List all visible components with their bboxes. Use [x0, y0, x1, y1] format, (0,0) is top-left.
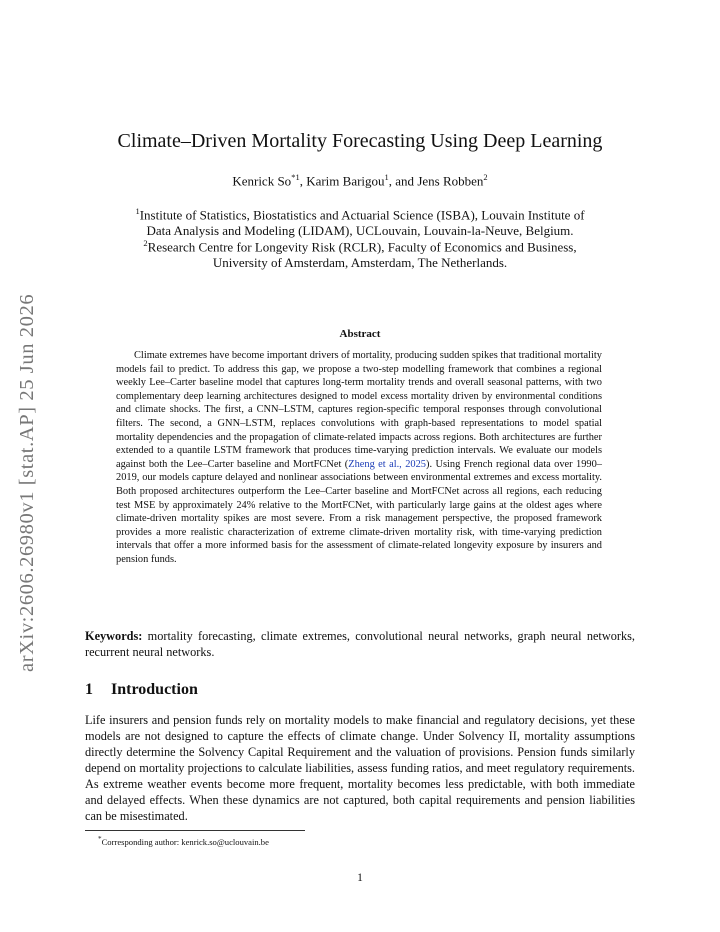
abstract-text-part: Climate extremes have become important drivers of mortality, producing sudden spikes that traditional mortality models fail to predict. To address this gap, we propose a two-step modelling framework that combines a regional weekly Lee–Carter baseline model that captures long-term mortality trends and overall seasonal patterns, with two complementary deep learning architectures designed to model excess mortality driven by environmental conditions and climate shocks. The first, a CNN–LSTM, captures region-specific temporal responses through convolutional filters. The second, a GNN–LSTM, replaces convolutions with graph-based representations to model spatial mortality dependencies and the propagation of climate-related impacts across regions. Both architectures are further extended to a quantile LSTM framework that produces time-varying prediction intervals. We evaluate our models against both the Lee–Carter baseline and MortFCNet ( [116, 350, 602, 470]
affiliation-2 [85, 235, 635, 271]
affiliation-line: Data Analysis and Modeling (LIDAM), UCLouvain, Louvain-la-Neuve, Belgium. [146, 223, 574, 239]
author-name: Kenrick So [232, 173, 292, 189]
arxiv-side-stamp[interactable]: arXiv:2606.26980v1 [stat.AP] 25 Jun 2026 [16, 293, 38, 672]
author-separator: , [299, 173, 307, 189]
abstract-text-part: ). Using French regional data over 1990–2019, our models capture delayed and nonlinear associations between environmental extremes and excess mortality. Both proposed architectures outperform the Lee–Carter baseline and MortFCNet across all regions, each reducing test MSE by approximately 24% relative to the MortFCNet, with particularly large gains at the oldest ages where climate-driven mortality spikes are most severe. From a risk management perspective, the proposed framework provides a more realistic characterization of extreme climate-driven mortality risk, with time-varying prediction intervals that offer a more informed basis for the assessment of climate-related longevity exposure by insurers and pension funds. [116, 458, 602, 565]
paper-title: Climate–Driven Mortality Forecasting Using Deep Learning [117, 130, 603, 152]
author-separator: , and [388, 173, 418, 189]
footnote-rule [85, 830, 305, 831]
keywords-text: mortality forecasting, climate extremes, convolutional neural networks, graph neural networks, recurrent neural networks. [85, 629, 635, 659]
section-title: Introduction [111, 681, 198, 698]
keywords-label: Keywords: [85, 629, 143, 643]
affiliation-1 [85, 203, 635, 239]
author-affil-mark: 2 [483, 172, 488, 182]
affiliation-line: Institute of Statistics, Biostatistics and Actuarial Science (ISBA), Louvain Institute of [139, 207, 585, 223]
affiliation-line: University of Amsterdam, Amsterdam, The Netherlands. [212, 255, 508, 271]
section-number: 1 [85, 681, 93, 698]
section-heading [85, 681, 635, 699]
author-name: Karim Barigou [306, 173, 385, 189]
author-list [85, 172, 635, 189]
keywords [85, 628, 635, 660]
page-number: 1 [357, 872, 363, 884]
footnote-mark: * [98, 835, 102, 843]
author-affil-mark: 1 [384, 172, 389, 182]
intro-paragraph: Life insurers and pension funds rely on mortality models to make financial and regulatory decisions, yet these models are not designed to capture the effects of climate change. Under Solvency II, mortality assumptions directly determine the Solvency Capital Requirement and the valuation of provisions. Pension funds similarly depend on mortality projections to calculate liabilities, assess funding ratios, and meet regulatory requirements. As extreme weather events become more frequent, mortality becomes less predictable, with both immediate and delayed effects. When these dynamics are not captured, both capital requirements and pension liabilities can be misestimated. [85, 713, 635, 823]
affiliation-mark: 1 [135, 206, 140, 216]
affiliation-mark: 2 [143, 238, 148, 248]
footnote-text: Corresponding author: kenrick.so@uclouvain.be [101, 836, 269, 847]
abstract-heading: Abstract [339, 328, 381, 340]
author-name: Jens Robben [417, 173, 484, 189]
abstract-text [116, 349, 602, 567]
citation-link[interactable]: Zheng et al., 2025 [348, 458, 426, 470]
footnote [98, 835, 598, 847]
author-affil-mark: *1 [291, 172, 300, 182]
affiliation-line: Research Centre for Longevity Risk (RCLR), Faculty of Economics and Business, [147, 239, 577, 255]
